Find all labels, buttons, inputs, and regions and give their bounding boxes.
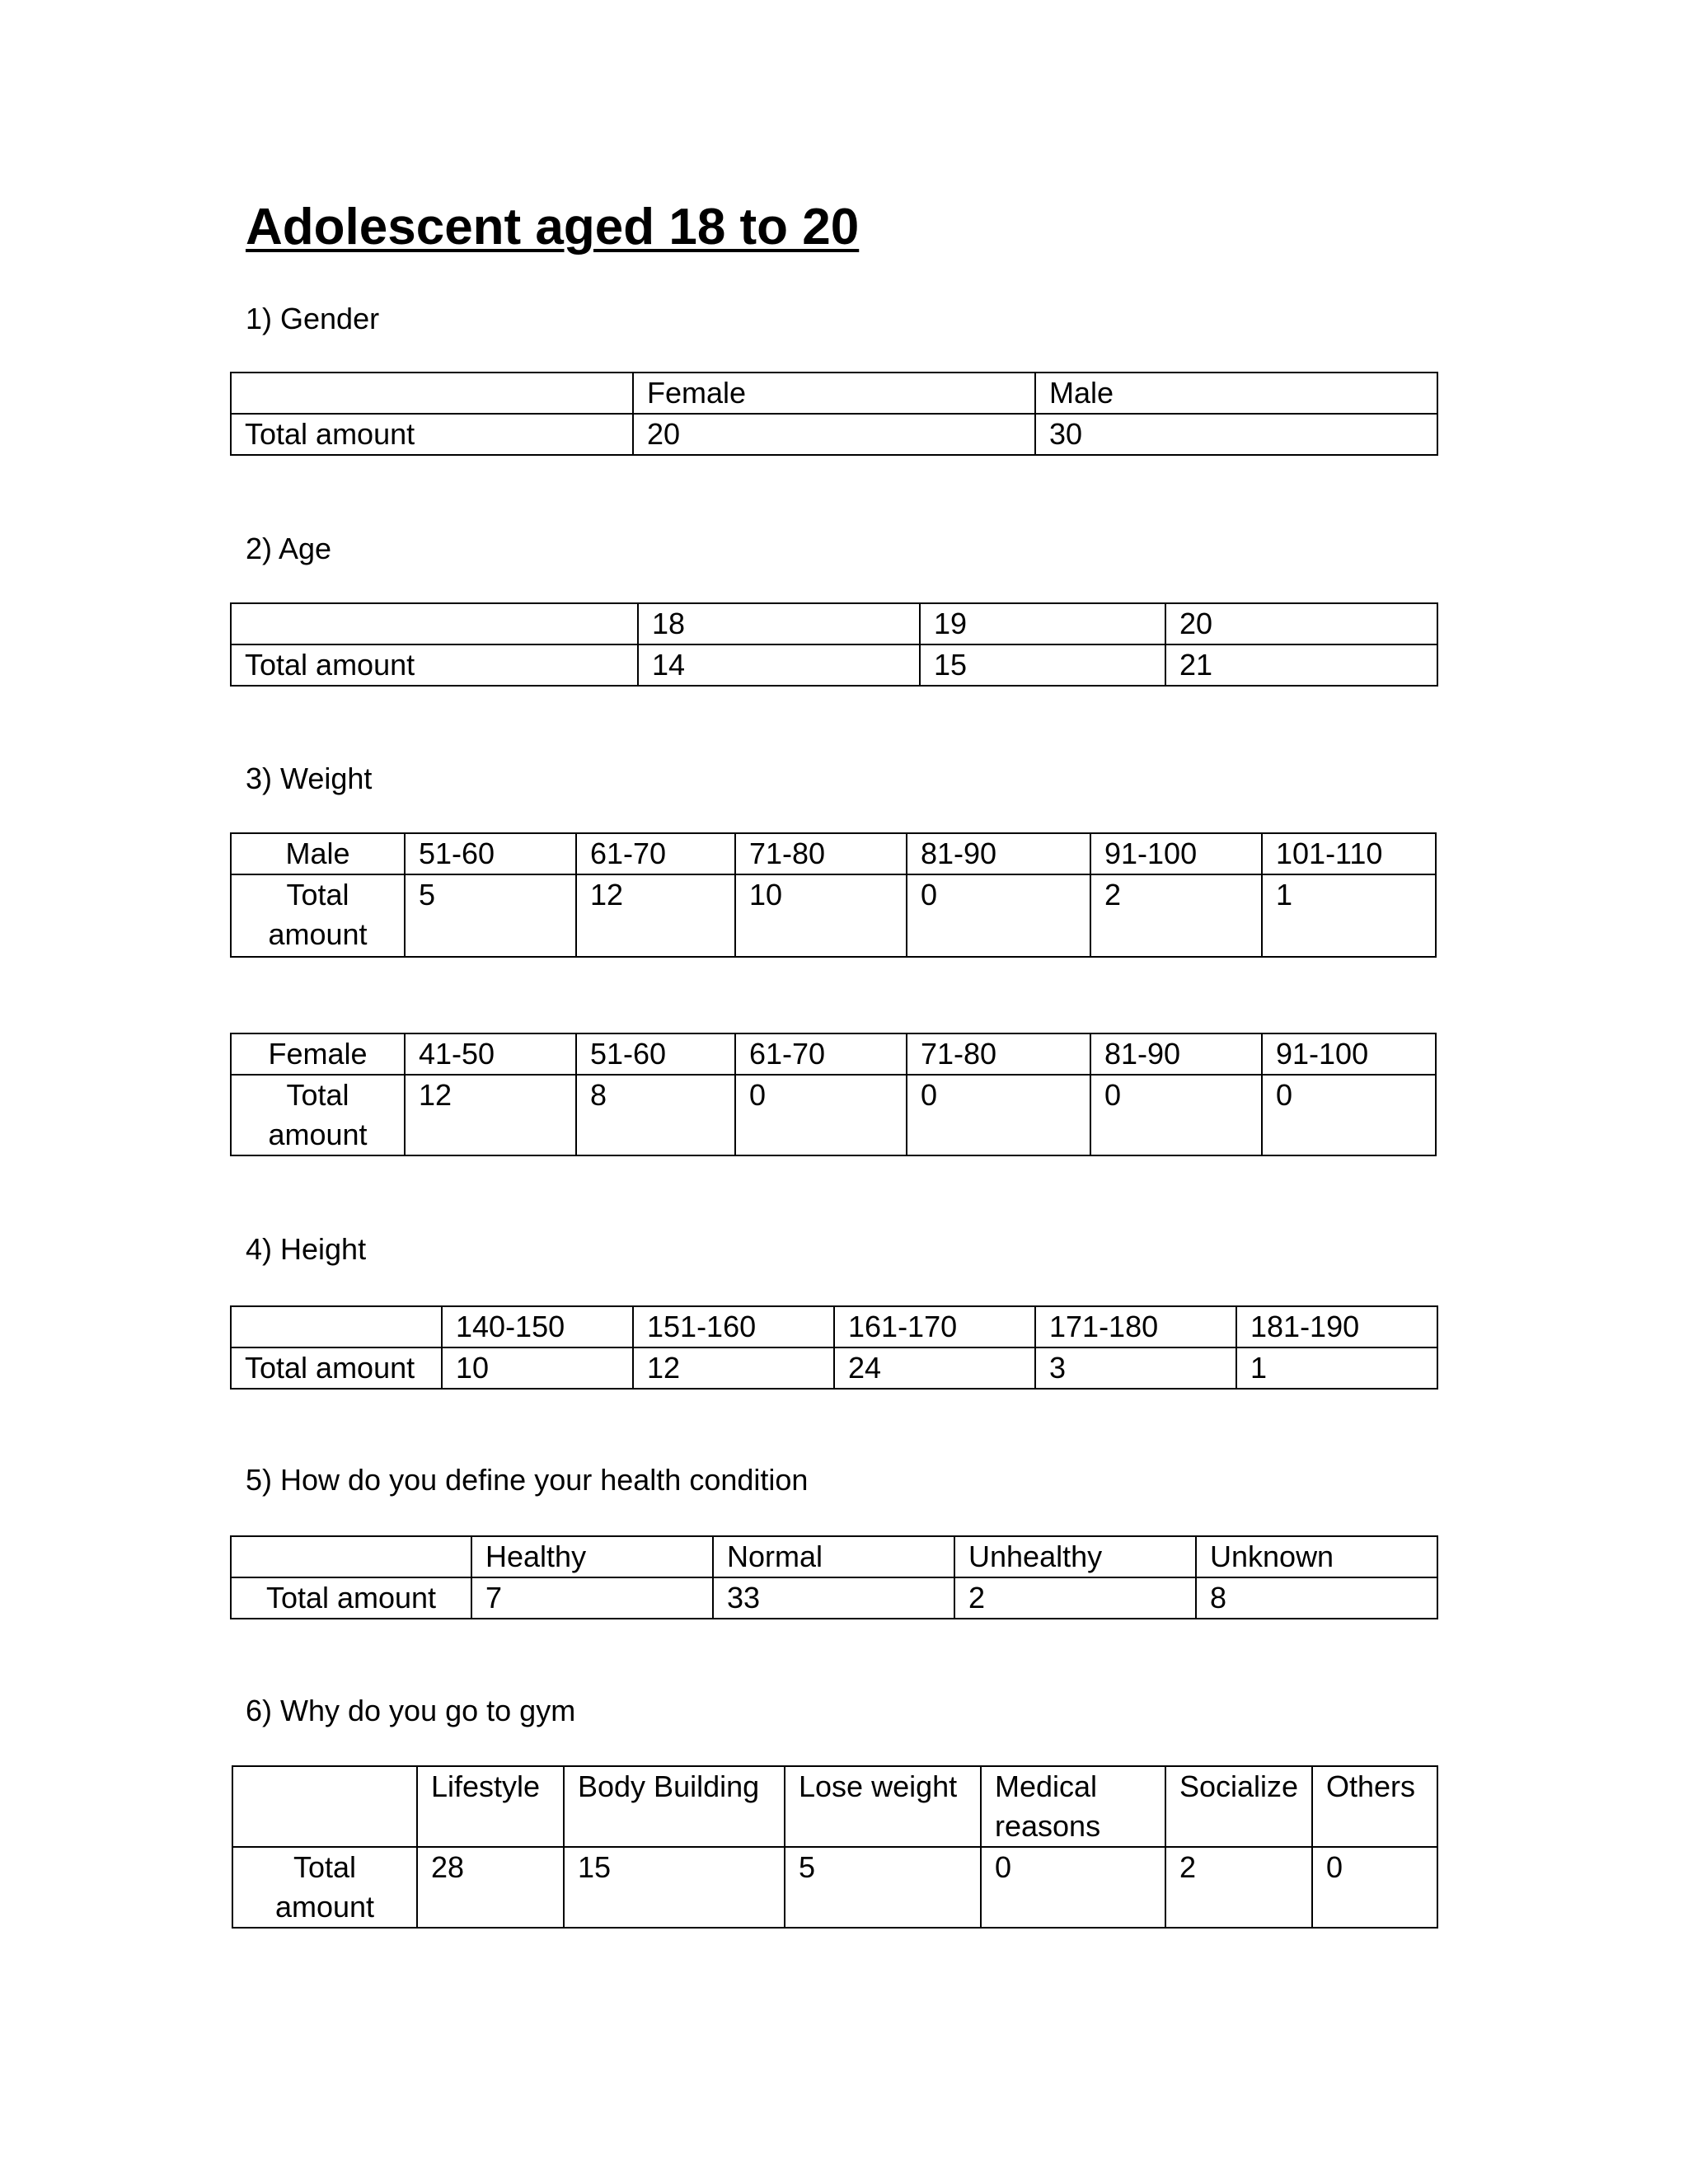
table-cell: 1 [1236, 1347, 1437, 1389]
table-cell: 171-180 [1035, 1306, 1236, 1347]
table-cell: 0 [735, 1075, 907, 1155]
section-label-gender: 1) Gender [246, 302, 380, 335]
table-cell: 8 [576, 1075, 735, 1155]
table-cell: Lifestyle [417, 1766, 564, 1847]
table-cell: 161-170 [834, 1306, 1035, 1347]
table-cell: 2 [1090, 874, 1262, 957]
table-cell: 0 [907, 1075, 1090, 1155]
table-row [231, 644, 1437, 686]
section-label-health: 5) How do you define your health condition [246, 1463, 809, 1497]
table-cell: Medical reasons [981, 1766, 1165, 1847]
table-header-row [231, 1536, 1437, 1577]
table-cell: 61-70 [735, 1033, 907, 1075]
table-cell: 51-60 [576, 1033, 735, 1075]
weight-male-table [230, 832, 1437, 958]
table-cell: 24 [834, 1347, 1035, 1389]
table-cell: 2 [954, 1577, 1196, 1619]
table-header-row [231, 603, 1437, 644]
table-cell: Total amount [231, 1347, 442, 1389]
table-cell [231, 373, 633, 414]
table-row [231, 1075, 1436, 1155]
height-table [230, 1305, 1438, 1390]
table-cell [231, 1536, 471, 1577]
table-row [231, 1347, 1437, 1389]
table-cell: Total amount [231, 414, 633, 455]
table-cell: 61-70 [576, 833, 735, 874]
table-cell: Unknown [1196, 1536, 1437, 1577]
table-cell: Others [1312, 1766, 1437, 1847]
table-cell: 0 [1090, 1075, 1262, 1155]
table-cell: Total amount [231, 644, 638, 686]
table-cell: 8 [1196, 1577, 1437, 1619]
table-cell [231, 1306, 442, 1347]
table-cell: 5 [785, 1847, 981, 1928]
table-cell: Male [1035, 373, 1437, 414]
table-cell: 91-100 [1090, 833, 1262, 874]
section-label-age: 2) Age [246, 532, 332, 565]
section-label-gym: 6) Why do you go to gym [246, 1694, 576, 1727]
document-title: Adolescent aged 18 to 20 [246, 199, 860, 255]
section-label-weight: 3) Weight [246, 762, 373, 795]
table-row [231, 1577, 1437, 1619]
table-cell: 81-90 [1090, 1033, 1262, 1075]
table-cell: 0 [1312, 1847, 1437, 1928]
table-cell: 30 [1035, 414, 1437, 455]
table-cell: 140-150 [442, 1306, 633, 1347]
table-cell: 71-80 [907, 1033, 1090, 1075]
table-cell: 14 [638, 644, 920, 686]
table-cell: 15 [564, 1847, 785, 1928]
table-cell: 20 [633, 414, 1035, 455]
health-table [230, 1535, 1438, 1619]
table-cell: 71-80 [735, 833, 907, 874]
table-cell: 10 [442, 1347, 633, 1389]
table-cell: Body Building [564, 1766, 785, 1847]
weight-female-table [230, 1033, 1437, 1156]
table-cell: Female [633, 373, 1035, 414]
table-cell: Total amount [231, 1577, 471, 1619]
table-header-row [232, 1766, 1437, 1847]
table-cell: 18 [638, 603, 920, 644]
table-cell: 181-190 [1236, 1306, 1437, 1347]
section-label-height: 4) Height [246, 1232, 367, 1266]
table-cell: 91-100 [1262, 1033, 1436, 1075]
gym-table [232, 1765, 1438, 1929]
table-cell [231, 603, 638, 644]
table-cell: 28 [417, 1847, 564, 1928]
table-header-row [231, 1306, 1437, 1347]
table-cell: 7 [471, 1577, 713, 1619]
table-cell: 10 [735, 874, 907, 957]
table-cell: 151-160 [633, 1306, 834, 1347]
table-cell: Female [231, 1033, 405, 1075]
table-cell: 101-110 [1262, 833, 1436, 874]
table-cell: 33 [713, 1577, 954, 1619]
table-cell: 12 [576, 874, 735, 957]
table-header-row [231, 833, 1436, 874]
table-cell: Unhealthy [954, 1536, 1196, 1577]
table-cell: 12 [405, 1075, 576, 1155]
gender-table [230, 372, 1438, 456]
table-header-row [231, 1033, 1436, 1075]
table-row [231, 874, 1436, 957]
table-cell: 3 [1035, 1347, 1236, 1389]
table-cell: 81-90 [907, 833, 1090, 874]
table-row [232, 1847, 1437, 1928]
table-cell: Total amount [231, 1075, 405, 1155]
table-cell: 2 [1165, 1847, 1312, 1928]
table-cell: 41-50 [405, 1033, 576, 1075]
table-cell: Male [231, 833, 405, 874]
table-cell: 12 [633, 1347, 834, 1389]
table-cell: 51-60 [405, 833, 576, 874]
table-row [231, 414, 1437, 455]
table-cell: Healthy [471, 1536, 713, 1577]
table-cell: Normal [713, 1536, 954, 1577]
table-cell: 1 [1262, 874, 1436, 957]
table-cell: 21 [1165, 644, 1437, 686]
age-table [230, 602, 1438, 687]
table-cell: 20 [1165, 603, 1437, 644]
table-cell: 0 [907, 874, 1090, 957]
table-cell: 5 [405, 874, 576, 957]
table-cell [232, 1766, 417, 1847]
table-cell: Total amount [231, 874, 405, 957]
table-cell: 0 [1262, 1075, 1436, 1155]
table-cell: Lose weight [785, 1766, 981, 1847]
table-cell: 15 [920, 644, 1165, 686]
table-cell: 19 [920, 603, 1165, 644]
table-header-row [231, 373, 1437, 414]
table-cell: Total amount [232, 1847, 417, 1928]
table-cell: Socialize [1165, 1766, 1312, 1847]
table-cell: 0 [981, 1847, 1165, 1928]
